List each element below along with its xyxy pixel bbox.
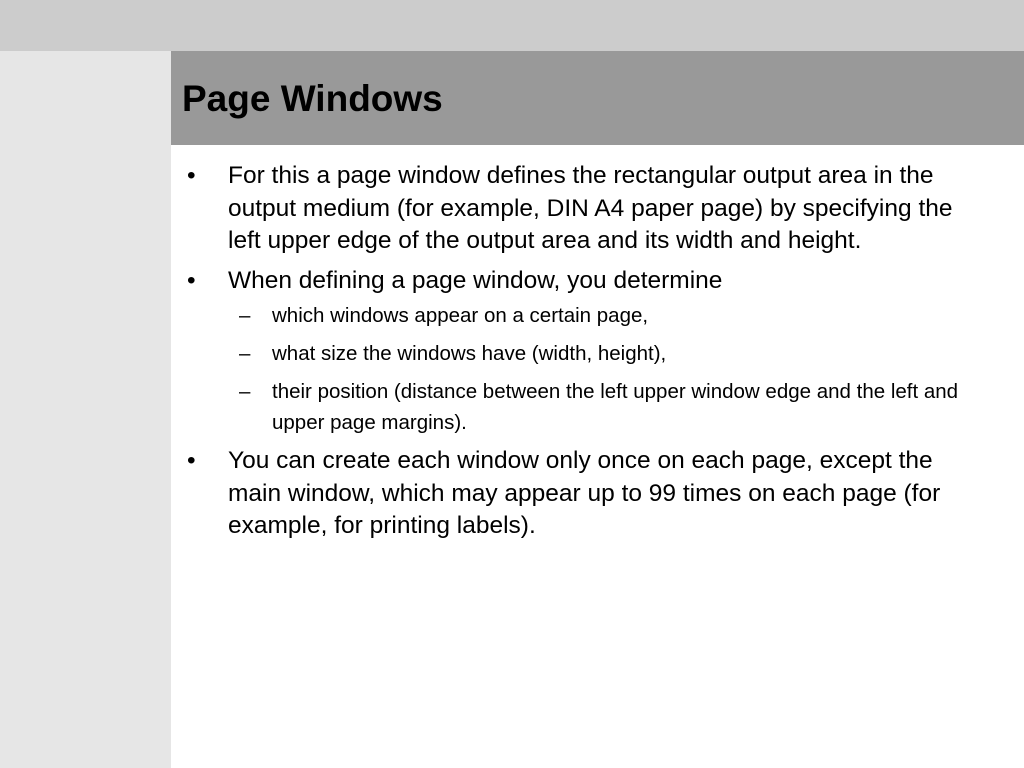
slide-content	[171, 145, 1024, 768]
top-band	[0, 0, 1024, 51]
slide-title: Page Windows	[182, 78, 443, 119]
bullet-text: When defining a page window, you determine	[228, 266, 723, 294]
sub-bullet-item	[228, 300, 971, 331]
bullet-item	[171, 160, 971, 258]
sub-bullet-marker: –	[239, 304, 251, 327]
bullet-marker: •	[187, 266, 196, 294]
sub-bullet-marker: –	[239, 342, 251, 365]
bullet-text: You can create each window only once on each page, except the main window, which may appear up to 99 times on each page (for example, for printing labels).	[228, 447, 941, 539]
left-band	[0, 51, 171, 768]
sub-bullet-text: what size the windows have (width, height),	[272, 342, 667, 365]
bullet-item	[171, 265, 971, 439]
sub-bullet-text: which windows appear on a certain page,	[272, 304, 649, 327]
sub-bullet-marker: –	[239, 380, 251, 403]
bullet-marker: •	[187, 447, 196, 474]
bullet-marker: •	[187, 162, 196, 189]
bullet-list	[171, 160, 971, 550]
bullet-text: For this a page window defines the rectangular output area in the output medium (for example, DIN A4 paper page) by specifying the left upper edge of the output area and its width and height.	[228, 162, 953, 254]
bullet-item	[171, 445, 971, 543]
sub-bullet-text: their position (distance between the left upper window edge and the left and upper page margins).	[272, 380, 959, 434]
sub-bullet-list	[228, 300, 971, 438]
title-bar	[171, 51, 1024, 145]
sub-bullet-item	[228, 338, 971, 369]
sub-bullet-item	[228, 376, 971, 438]
